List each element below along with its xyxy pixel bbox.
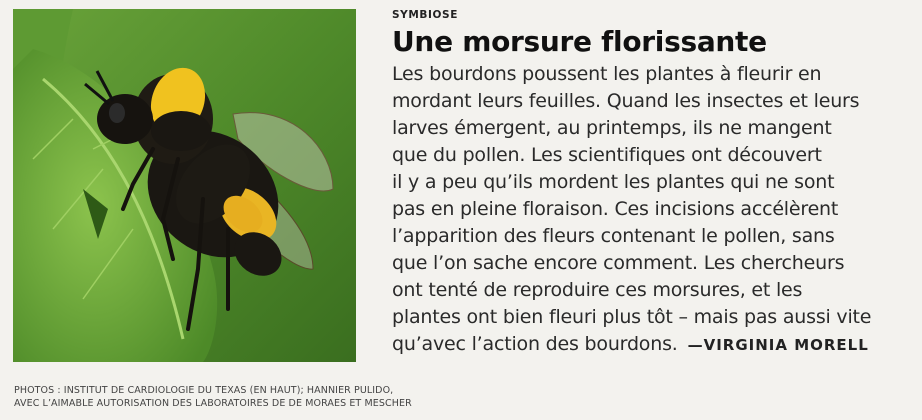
body-line: pas en pleine floraison. Ces incisions accélèrent bbox=[392, 198, 839, 220]
bumblebee-on-leaf-icon bbox=[13, 9, 356, 362]
body-line: Les bourdons poussent les plantes à fleurir en bbox=[392, 63, 822, 85]
body-line: plantes ont bien fleuri plus tôt – mais pas aussi vite bbox=[392, 306, 872, 328]
article-body bbox=[392, 61, 912, 359]
byline: —VIRGINIA MORELL bbox=[687, 336, 869, 354]
body-line: larves émergent, au printemps, ils ne mangent bbox=[392, 117, 832, 139]
credits-line-2: AVEC L’AIMABLE AUTORISATION DES LABORATOIRES DE DE MORAES ET MESCHER bbox=[14, 398, 412, 409]
bumblebee-photo bbox=[13, 9, 356, 362]
body-line: l’apparition des fleurs contenant le pollen, sans bbox=[392, 225, 835, 247]
body-line: il y a peu qu’ils mordent les plantes qui ne sont bbox=[392, 171, 835, 193]
body-line-last bbox=[392, 331, 912, 359]
body-line-text: qu’avec l’action des bourdons. bbox=[392, 333, 678, 355]
article bbox=[392, 9, 912, 359]
photo-credits bbox=[14, 384, 412, 410]
body-line: que l’on sache encore comment. Les chercheurs bbox=[392, 252, 845, 274]
kicker: SYMBIOSE bbox=[392, 9, 458, 21]
body-line: ont tenté de reproduire ces morsures, et les bbox=[392, 279, 803, 301]
body-line: que du pollen. Les scientifiques ont découvert bbox=[392, 144, 822, 166]
headline: Une morsure florissante bbox=[392, 25, 767, 58]
body-line: mordant leurs feuilles. Quand les insectes et leurs bbox=[392, 90, 860, 112]
credits-line-1: PHOTOS : INSTITUT DE CARDIOLOGIE DU TEXAS (EN HAUT); HANNIER PULIDO, bbox=[14, 385, 394, 396]
